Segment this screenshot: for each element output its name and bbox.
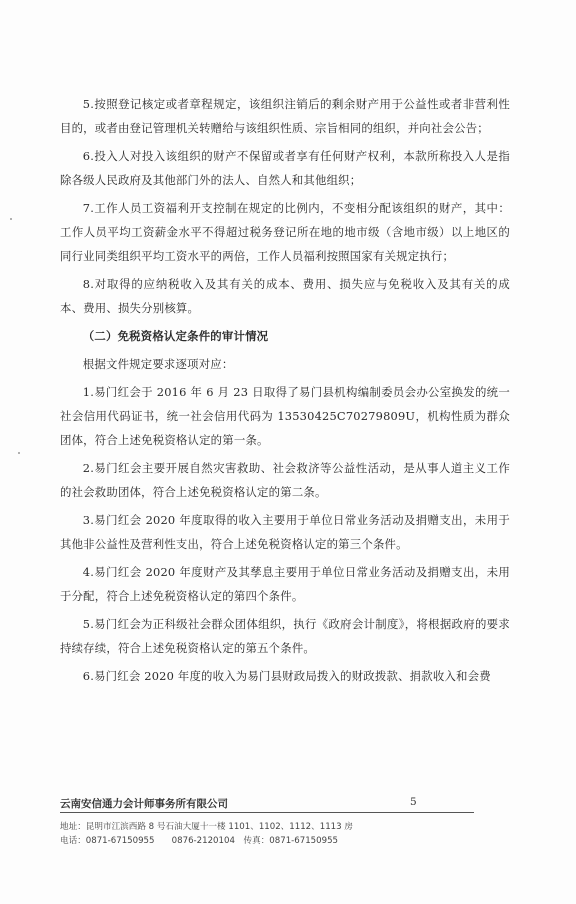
- item-1: 1.易门红会于 2016 年 6 月 23 日取得了易门县机构编制委员会办公室换发的统一社会信用代码证书，统一社会信用代码为 13530425C70279809U，机构性质为群众团体，符合上述免税资格认定的第一条。: [60, 385, 510, 447]
- footer-company: 云南安信通力会计师事务所有限公司: [60, 798, 228, 810]
- paragraph-7: 7.工作人员工资福利开支控制在规定的比例内，不变相分配该组织的财产，其中：工作人员平均工资薪金水平不得超过税务登记所在地的地市级（含地市级）以上地区的同行业同类组织平均工资水平的两倍，工作人员福利按照国家有关规定执行；: [60, 201, 510, 263]
- item-2: 2.易门红会主要开展自然灾害救助、社会救济等公益性活动，是从事人道主义工作的社会救助团体，符合上述免税资格认定的第二条。: [60, 461, 510, 499]
- item-4: 4.易门红会 2020 年度财产及其孳息主要用于单位日常业务活动及捐赠支出，未用于分配，符合上述免税资格认定的第四个条件。: [60, 565, 510, 603]
- intro-text: 根据文件规定要求逐项对应：: [82, 357, 234, 371]
- page-number: 5: [410, 796, 417, 808]
- footer-divider: [60, 812, 474, 813]
- section-heading: （二）免税资格认定条件的审计情况: [82, 329, 269, 343]
- footer-phone: 电话：0871-67150955 0876-2120104 传真：0871-67150955: [60, 836, 339, 846]
- item-6: 6.易门红会 2020 年度的收入为易门县财政局拨入的财政拨款、捐款收入和会费: [82, 669, 491, 683]
- scan-speck: [10, 218, 12, 220]
- body-text: [60, 92, 510, 692]
- item-5: 5.易门红会为正科级社会群众团体组织，执行《政府会计制度》，将根据政府的要求持续存续，符合上述免税资格认定的第五个条件。: [60, 617, 510, 655]
- footer-address: 地址：昆明市江滨西路 8 号石油大厦十一楼 1101、1102、1112、1113 房: [60, 822, 353, 832]
- paragraph-8: 8.对取得的应纳税收入及其有关的成本、费用、损失应与免税收入及其有关的成本、费用、损失分别核算。: [60, 277, 510, 315]
- item-3: 3.易门红会 2020 年度取得的收入主要用于单位日常业务活动及捐赠支出，未用于其他非公益性及营利性支出，符合上述免税资格认定的第三个条件。: [60, 513, 510, 551]
- scan-speck: [18, 452, 20, 454]
- paragraph-5: 5.按照登记核定或者章程规定，该组织注销后的剩余财产用于公益性或者非营利性目的，或者由登记管理机关转赠给与该组织性质、宗旨相同的组织，并向社会公告；: [60, 97, 510, 135]
- paragraph-6: 6.投入人对投入该组织的财产不保留或者享有任何财产权利，本款所称投入人是指除各级人民政府及其他部门外的法人、自然人和其他组织；: [60, 149, 510, 187]
